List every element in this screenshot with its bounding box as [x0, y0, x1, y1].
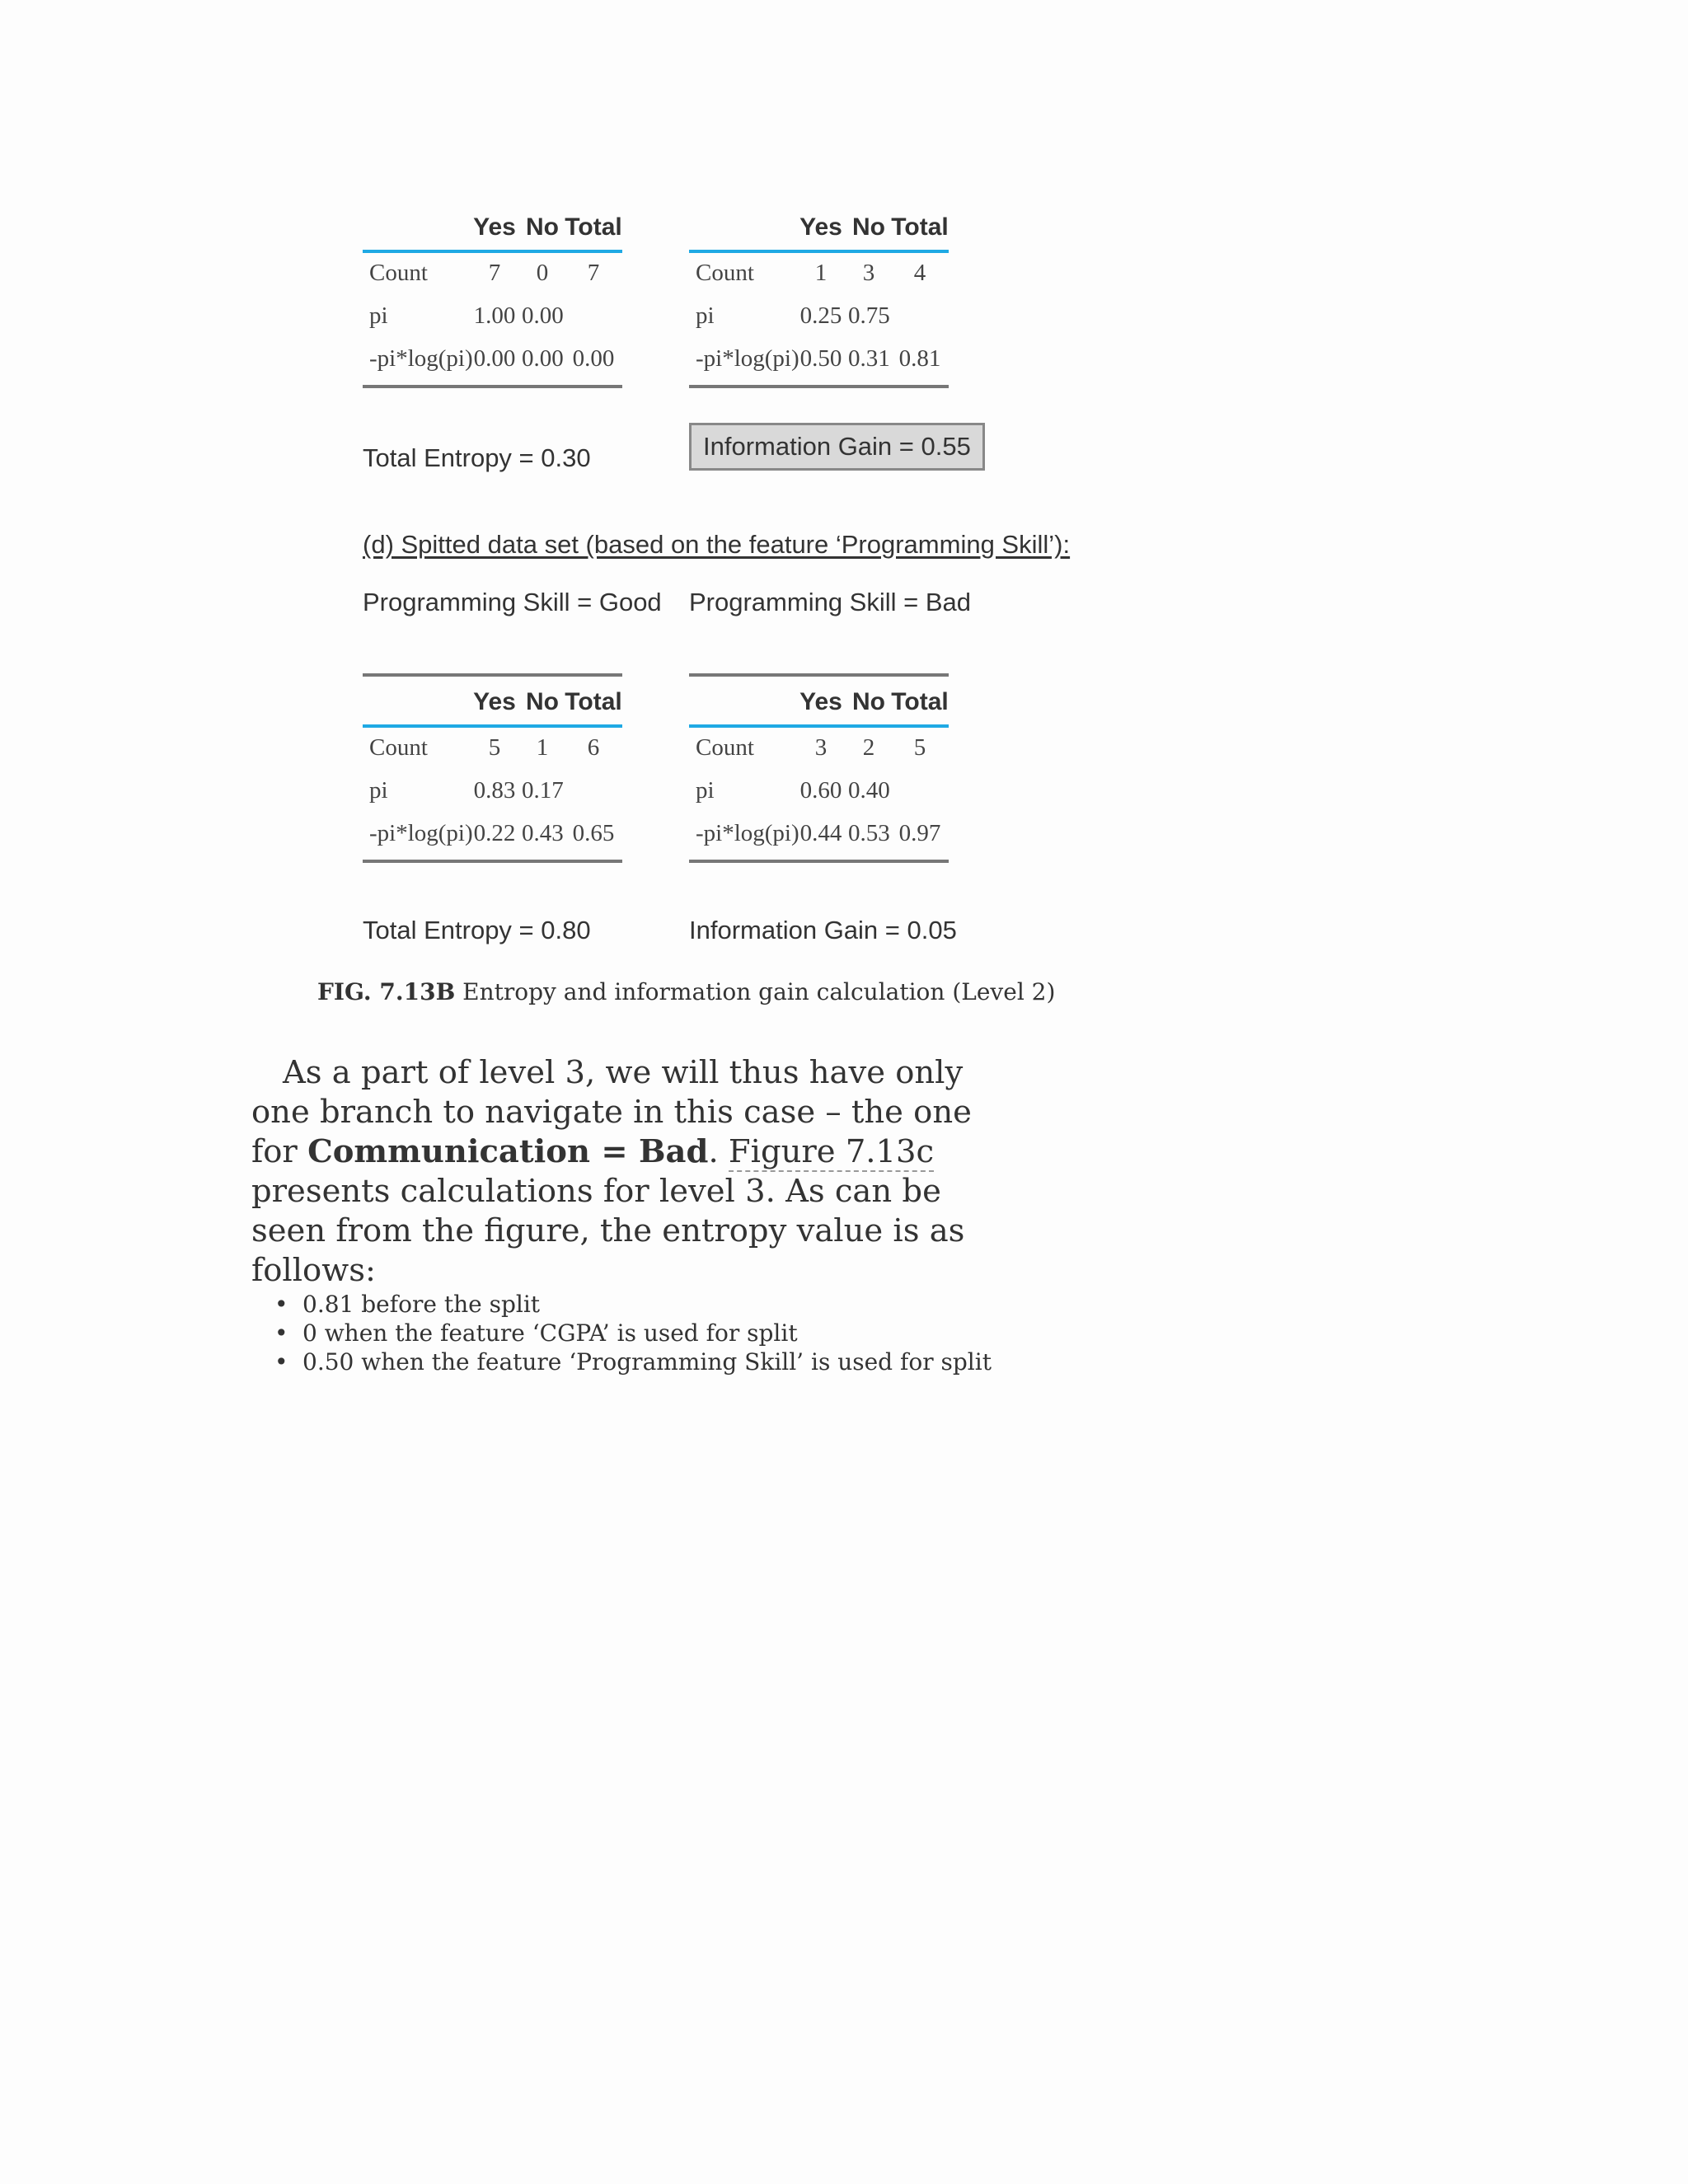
table-row: [363, 728, 622, 771]
cell-yes: 0.50: [799, 345, 842, 372]
header-no: No: [852, 688, 885, 715]
header-total: Total: [891, 688, 949, 715]
table-bottom-rule: [689, 860, 949, 863]
figure-caption: [317, 978, 1055, 1005]
table-row: [363, 813, 622, 856]
row-label: -pi*log(pi): [696, 345, 799, 372]
paragraph-text-3: presents calculations for level 3. As can be seen from the figure, the entropy value is as follows:: [251, 1173, 965, 1289]
table-row: [689, 296, 949, 339]
total-entropy-top: Total Entropy = 0.30: [363, 443, 591, 472]
cell-total: 5: [913, 734, 926, 761]
table-header: [363, 677, 622, 728]
row-label: Count: [369, 260, 428, 286]
row-label: Count: [696, 734, 754, 761]
caption-text: Entropy and information gain calculation (Level 2): [455, 978, 1056, 1005]
table-row: [363, 339, 622, 382]
cell-no: 0: [536, 260, 549, 286]
list-item: [268, 1319, 992, 1347]
cell-yes: 0.83: [473, 777, 516, 804]
table-row: [363, 771, 622, 813]
cell-no: 1: [536, 734, 549, 761]
paragraph-text-2: .: [708, 1133, 729, 1170]
table-row: [689, 253, 949, 296]
cell-yes: 0.22: [473, 820, 516, 846]
bullet-icon: •: [274, 1291, 288, 1318]
list-item-text: 0.50 when the feature ‘Programming Skill’ is used for split: [302, 1348, 992, 1376]
cell-total: 6: [587, 734, 600, 761]
bullet-list: [268, 1290, 992, 1376]
cell-yes: 0.00: [473, 345, 516, 372]
cell-no: 0.00: [522, 302, 564, 329]
cell-no: 2: [862, 734, 875, 761]
table-row: [689, 813, 949, 856]
cell-total: 0.97: [898, 820, 941, 846]
cell-yes: 0.25: [799, 302, 842, 329]
table-header: [689, 677, 949, 728]
table-top-right: [689, 202, 949, 388]
row-label: pi: [369, 777, 388, 804]
cell-no: 0.00: [522, 345, 564, 372]
table-top-left: [363, 202, 622, 388]
paragraph-text-1: As a part of level 3, we will thus have only one branch to navigate in this case – the one for: [251, 1054, 972, 1170]
cell-total: 4: [913, 260, 926, 286]
bullet-icon: •: [274, 1319, 288, 1347]
cell-total: 0.00: [572, 345, 615, 372]
list-item: [268, 1290, 992, 1319]
cell-total: 7: [587, 260, 600, 286]
row-label: pi: [369, 302, 388, 329]
header-total: Total: [565, 688, 622, 715]
cell-no: 0.75: [848, 302, 890, 329]
list-item: [268, 1347, 992, 1376]
row-label: -pi*log(pi): [369, 820, 473, 846]
cell-total: 0.81: [898, 345, 941, 372]
header-yes: Yes: [473, 688, 516, 715]
information-gain-bottom: Information Gain = 0.05: [689, 916, 957, 944]
cell-yes: 1: [814, 260, 828, 286]
information-gain-box: Information Gain = 0.55: [689, 423, 985, 471]
row-label: -pi*log(pi): [369, 345, 473, 372]
cell-no: 3: [862, 260, 875, 286]
cell-yes: 0.60: [799, 777, 842, 804]
cell-yes: 0.44: [799, 820, 842, 846]
cell-no: 0.17: [522, 777, 564, 804]
table-bottom-rule: [363, 860, 622, 863]
table-row: [689, 771, 949, 813]
header-yes: Yes: [473, 213, 516, 241]
table-header: [689, 202, 949, 253]
entropy-figure: [363, 202, 1071, 960]
left-subtitle: Programming Skill = Good: [363, 588, 662, 616]
cell-no: 0.31: [848, 345, 890, 372]
table-row: [689, 339, 949, 382]
row-label: pi: [696, 777, 715, 804]
table-bottom-left: [363, 673, 622, 863]
header-total: Total: [891, 213, 949, 241]
cell-yes: 7: [488, 260, 501, 286]
cell-no: 0.53: [848, 820, 890, 846]
header-no: No: [526, 213, 559, 241]
table-bottom-rule: [363, 385, 622, 388]
paragraph-bold-term: Communication = Bad: [307, 1133, 709, 1170]
header-yes: Yes: [799, 213, 842, 241]
table-header: [363, 202, 622, 253]
cell-yes: 3: [814, 734, 828, 761]
table-bottom-rule: [689, 385, 949, 388]
row-label: Count: [696, 260, 754, 286]
list-item-text: 0.81 before the split: [302, 1291, 541, 1318]
table-row: [689, 728, 949, 771]
header-no: No: [852, 213, 885, 241]
cell-no: 0.40: [848, 777, 890, 804]
dataset-title: (d) Spitted data set (based on the feature ‘Programming Skill’):: [363, 530, 1071, 559]
right-subtitle: Programming Skill = Bad: [689, 588, 971, 616]
body-paragraph: [251, 1053, 1018, 1291]
figure-link[interactable]: Figure 7.13c: [728, 1133, 935, 1170]
list-item-text: 0 when the feature ‘CGPA’ is used for split: [302, 1319, 798, 1347]
header-total: Total: [565, 213, 622, 241]
cell-no: 0.43: [522, 820, 564, 846]
table-row: [363, 296, 622, 339]
cell-yes: 5: [488, 734, 501, 761]
caption-label: FIG. 7.13B: [317, 978, 456, 1005]
cell-total: 0.65: [572, 820, 615, 846]
bullet-icon: •: [274, 1348, 288, 1376]
cell-yes: 1.00: [473, 302, 516, 329]
row-label: Count: [369, 734, 428, 761]
table-row: [363, 253, 622, 296]
row-label: pi: [696, 302, 715, 329]
header-no: No: [526, 688, 559, 715]
header-yes: Yes: [799, 688, 842, 715]
total-entropy-bottom: Total Entropy = 0.80: [363, 916, 591, 944]
row-label: -pi*log(pi): [696, 820, 799, 846]
table-bottom-right: [689, 673, 949, 863]
